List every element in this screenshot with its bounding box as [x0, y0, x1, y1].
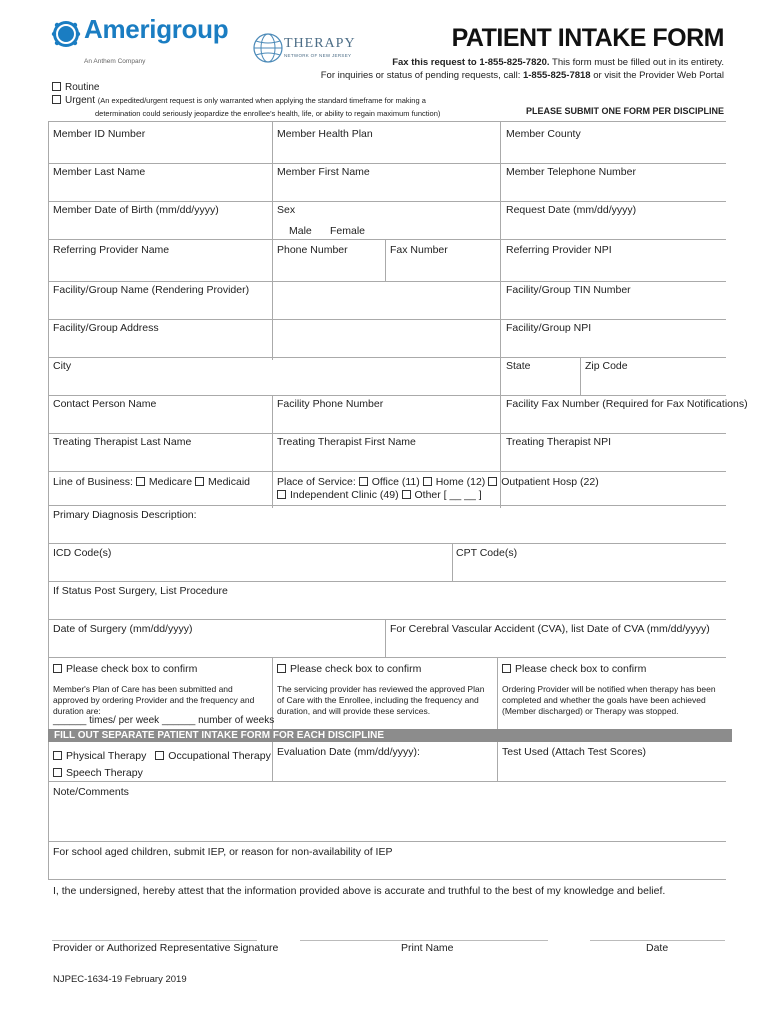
- confirm-2-label: Please check box to confirm: [290, 663, 422, 675]
- urgent-note: (An expedited/urgent request is only warranted when applying the standard timeframe for making a: [97, 96, 426, 105]
- office-checkbox[interactable]: [359, 477, 368, 486]
- confirm-2-text: The servicing provider has reviewed the approved Plan of Care with the Enrollee, including the frequency and duration, and will provide these services.: [277, 684, 485, 716]
- inquiry-instructions: [321, 70, 724, 81]
- line-of-business: [53, 476, 250, 488]
- confirm-3-text: Ordering Provider will be notified when therapy has been completed and whether the goals have been achieved (Member discharged) or Therapy was stopped.: [502, 684, 716, 716]
- icd-codes-label: ICD Code(s): [53, 547, 112, 559]
- confirm-1-text: Member's Plan of Care has been submitted and approved by ordering Provider and the frequency and duration are:: [53, 684, 255, 716]
- independent-clinic-checkbox[interactable]: [277, 490, 286, 499]
- office-label: Office (11): [371, 476, 420, 488]
- request-date-label: Request Date (mm/dd/yyyy): [506, 204, 637, 216]
- zip-label: Zip Code: [585, 360, 628, 372]
- medicare-checkbox[interactable]: [136, 477, 145, 486]
- therapist-first-label: Treating Therapist First Name: [277, 436, 416, 448]
- notes-label: Note/Comments: [53, 786, 129, 798]
- therapy-network-logo: [252, 32, 372, 72]
- therapist-npi-label: Treating Therapist NPI: [506, 436, 612, 448]
- lob-label: Line of Business:: [53, 476, 133, 488]
- discipline-banner: FILL OUT SEPARATE PATIENT INTAKE FORM FOR EACH DISCIPLINE: [48, 729, 732, 742]
- facility-phone-label: Facility Phone Number: [277, 398, 384, 410]
- other-checkbox[interactable]: [402, 490, 411, 499]
- occupational-therapy-checkbox[interactable]: [155, 751, 164, 760]
- frequency-duration: ______ times/ per week ______ number of weeks: [53, 715, 275, 726]
- referring-provider-label: Referring Provider Name: [53, 244, 170, 256]
- member-id-label: Member ID Number: [53, 128, 146, 140]
- city-label: City: [53, 360, 72, 372]
- confirm-3[interactable]: [502, 663, 646, 675]
- confirm-3-checkbox[interactable]: [502, 664, 511, 673]
- iep-label: For school aged children, submit IEP, or reason for non-availability of IEP: [53, 846, 393, 858]
- cva-date-label: For Cerebral Vascular Accident (CVA), list Date of CVA (mm/dd/yyyy): [390, 623, 710, 635]
- fax-instructions: [392, 57, 724, 68]
- amerigroup-logo: [50, 16, 250, 72]
- primary-diagnosis-label: Primary Diagnosis Description:: [53, 509, 197, 521]
- therapy-word: THERAPY: [284, 36, 356, 51]
- physical-therapy-checkbox[interactable]: [53, 751, 62, 760]
- routine-checkbox[interactable]: [52, 82, 61, 91]
- speech-therapy-label: Speech Therapy: [66, 767, 143, 779]
- confirm-1-checkbox[interactable]: [53, 664, 62, 673]
- cpt-codes-label: CPT Code(s): [456, 547, 518, 559]
- member-last-label: Member Last Name: [53, 166, 146, 178]
- member-dob-label: Member Date of Birth (mm/dd/yyyy): [53, 204, 219, 216]
- medicare-label: Medicare: [148, 476, 193, 488]
- sex-label: Sex: [277, 204, 296, 216]
- male-option[interactable]: Male: [289, 225, 312, 237]
- discipline-options: [53, 750, 271, 762]
- facility-tin-label: Facility/Group TIN Number: [506, 284, 631, 296]
- facility-npi-label: Facility/Group NPI: [506, 322, 592, 334]
- facility-name-label: Facility/Group Name (Rendering Provider): [53, 284, 250, 296]
- confirm-1[interactable]: [53, 663, 197, 675]
- medicaid-checkbox[interactable]: [195, 477, 204, 486]
- occupational-therapy-label: Occupational Therapy: [168, 750, 271, 762]
- amerigroup-globe-icon: [50, 18, 82, 50]
- urgent-option[interactable]: [52, 95, 426, 106]
- urgent-note-continued: determination could seriously jeopardize the enrollee's health, life, or ability to regain maximum function): [95, 109, 441, 118]
- place-of-service: [277, 476, 599, 488]
- phone-number-label: Phone Number: [277, 244, 348, 256]
- speech-therapy-checkbox[interactable]: [53, 768, 62, 777]
- inquiry-pre: For inquiries or status of pending requests, call:: [320, 70, 523, 81]
- globe-icon: [252, 32, 284, 64]
- post-surgery-label: If Status Post Surgery, List Procedure: [53, 585, 228, 597]
- urgent-checkbox[interactable]: [52, 95, 61, 104]
- physical-therapy-label: Physical Therapy: [66, 750, 147, 762]
- therapy-subtitle: NETWORK OF NEW JERSEY: [284, 53, 352, 58]
- member-plan-label: Member Health Plan: [277, 128, 373, 140]
- other-label: Other [ __ __ ]: [414, 489, 482, 501]
- confirm-2[interactable]: [277, 663, 421, 675]
- routine-option[interactable]: [52, 82, 99, 93]
- independent-clinic-label: Independent Clinic (49): [290, 489, 399, 501]
- place-of-service-row2: [277, 489, 482, 501]
- pos-label: Place of Service:: [277, 476, 356, 488]
- member-county-label: Member County: [506, 128, 581, 140]
- female-option[interactable]: Female: [330, 225, 366, 237]
- print-name-label: Print Name: [401, 942, 454, 954]
- outpatient-label: Outpatient Hosp (22): [501, 476, 599, 488]
- contact-person-label: Contact Person Name: [53, 398, 157, 410]
- therapist-last-label: Treating Therapist Last Name: [53, 436, 192, 448]
- test-used-label: Test Used (Attach Test Scores): [502, 746, 646, 758]
- member-first-label: Member First Name: [277, 166, 370, 178]
- state-label: State: [506, 360, 531, 372]
- confirm-3-label: Please check box to confirm: [515, 663, 647, 675]
- fax-number-label: Fax Number: [390, 244, 448, 256]
- signature-label: Provider or Authorized Representative Signature: [53, 942, 279, 954]
- form-id: NJPEC-1634-19 February 2019: [53, 974, 187, 985]
- submit-note: PLEASE SUBMIT ONE FORM PER DISCIPLINE: [525, 106, 724, 116]
- fax-number: Fax this request to 1-855-825-7820.: [392, 57, 550, 68]
- home-label: Home (12): [435, 476, 486, 488]
- outpatient-checkbox[interactable]: [488, 477, 497, 486]
- inquiry-post: or visit the Provider Web Portal: [590, 70, 724, 81]
- medicaid-label: Medicaid: [208, 476, 251, 488]
- member-phone-label: Member Telephone Number: [506, 166, 636, 178]
- evaluation-date-label: Evaluation Date (mm/dd/yyyy):: [277, 746, 420, 758]
- attestation-text: I, the undersigned, hereby attest that the information provided above is accurate and truthful to the best of my knowledge and belief.: [53, 885, 666, 897]
- inquiry-phone: 1-855-825-7818: [522, 70, 591, 81]
- fax-note: This form must be filled out in its entirety.: [549, 57, 724, 68]
- facility-fax-label: Facility Fax Number (Required for Fax Notifications): [506, 398, 748, 410]
- speech-therapy-option: [53, 767, 143, 779]
- brand-name: Amerigroup: [84, 14, 229, 44]
- page-title: PATIENT INTAKE FORM: [451, 24, 724, 52]
- facility-address-label: Facility/Group Address: [53, 322, 159, 334]
- date-label: Date: [646, 942, 669, 954]
- home-checkbox[interactable]: [423, 477, 432, 486]
- routine-label: Routine: [65, 82, 100, 93]
- surgery-date-label: Date of Surgery (mm/dd/yyyy): [53, 623, 193, 635]
- confirm-1-label: Please check box to confirm: [66, 663, 198, 675]
- urgent-label: Urgent: [65, 95, 96, 106]
- confirm-2-checkbox[interactable]: [277, 664, 286, 673]
- brand-subtitle: An Anthem Company: [84, 58, 146, 65]
- referring-npi-label: Referring Provider NPI: [506, 244, 612, 256]
